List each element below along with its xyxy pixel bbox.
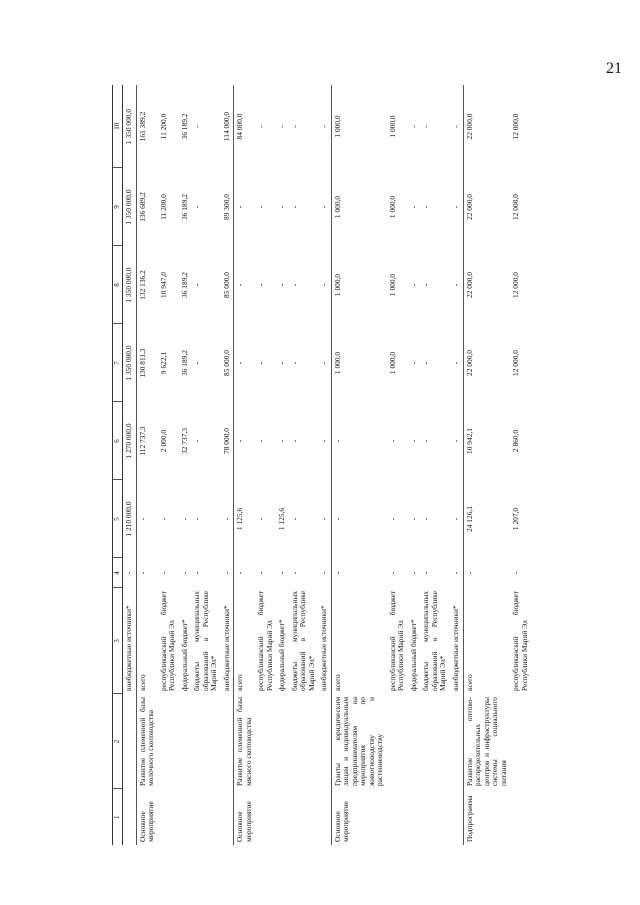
value-cell: 12 000,0 — [511, 113, 521, 140]
page-number: 21 — [606, 60, 622, 77]
value-cell: - — [421, 205, 431, 209]
budget-table — [112, 85, 531, 845]
funding-source-cell: всего — [331, 588, 387, 694]
measure-type-cell — [420, 789, 450, 845]
value-cell: 22 000,0 — [463, 85, 510, 168]
value-cell: - — [408, 125, 418, 128]
value-cell: - — [179, 517, 189, 521]
value-cell: - — [158, 571, 168, 575]
measure-type-cell — [179, 789, 192, 845]
value-cell: - — [421, 125, 431, 128]
measure-type-cell: Основное мероприятие — [136, 789, 158, 845]
value-cell: - — [331, 402, 387, 480]
value-cell: 161 389,2 — [136, 85, 158, 168]
measure-type-cell — [255, 789, 276, 845]
table-row — [331, 85, 387, 845]
value-cell: 132 136,2 — [136, 246, 158, 324]
table-body — [123, 85, 532, 845]
value-cell: - — [289, 125, 299, 128]
measure-name-cell — [158, 694, 179, 789]
value-cell: - — [450, 517, 460, 521]
funding-source-cell: внебюджетные источники* — [221, 605, 231, 691]
value-cell: - — [256, 125, 266, 128]
value-cell: - — [421, 517, 431, 521]
value-cell: 1 350 000,0 — [124, 267, 133, 303]
value-cell: 1 000,0 — [387, 195, 397, 219]
measure-name-cell — [191, 694, 221, 789]
value-cell: - — [124, 571, 133, 575]
measure-name-cell — [450, 694, 463, 789]
measure-type-cell: Основное мероприятие — [331, 789, 387, 845]
value-cell: - — [192, 361, 202, 365]
measure-name-cell: Развитие племенной базы мясного скотоводства — [234, 694, 256, 789]
value-cell: 36 189,2 — [179, 194, 189, 220]
funding-source-cell: бюджеты муниципальных образований в Республике Марий Эл* — [421, 591, 448, 691]
table-row — [158, 85, 179, 845]
value-cell: - — [277, 283, 287, 287]
value-cell: 1 125,6 — [234, 480, 256, 558]
column-number-row — [113, 85, 123, 845]
value-cell: - — [289, 361, 299, 365]
value-cell: - — [319, 517, 329, 521]
value-cell: - — [289, 571, 299, 575]
value-cell: - — [256, 205, 266, 209]
value-cell: - — [256, 361, 266, 365]
value-cell: - — [387, 439, 397, 443]
measure-name-cell — [276, 694, 289, 789]
table-row — [136, 85, 158, 845]
value-cell: 1 000,0 — [331, 85, 387, 168]
value-cell: - — [277, 571, 287, 575]
funding-source-cell: республиканский бюджет Республики Марий Эл — [158, 591, 177, 691]
value-cell: 136 689,2 — [136, 168, 158, 246]
measure-name-cell — [179, 694, 192, 789]
value-cell: - — [450, 283, 460, 287]
value-cell: 9 622,1 — [158, 351, 168, 375]
value-cell: 22 000,0 — [463, 246, 510, 324]
value-cell: - — [136, 480, 158, 558]
value-cell: - — [408, 283, 418, 287]
value-cell: 12 000,0 — [511, 272, 521, 298]
col-header: 4 — [113, 558, 123, 588]
value-cell: 11 200,0 — [158, 194, 168, 220]
funding-source-cell: республиканский бюджет Республики Марий Эл — [387, 591, 406, 691]
value-cell: - — [421, 439, 431, 443]
value-cell: - — [289, 205, 299, 209]
value-cell: - — [450, 361, 460, 365]
value-cell: 1 000,0 — [331, 246, 387, 324]
value-cell: - — [331, 558, 387, 588]
measure-type-cell — [191, 789, 221, 845]
value-cell: - — [408, 205, 418, 209]
value-cell: 114 000,0 — [221, 111, 231, 142]
value-cell: - — [408, 571, 418, 575]
value-cell: 1 000,0 — [331, 324, 387, 402]
table-row — [450, 85, 463, 845]
value-cell: - — [234, 558, 256, 588]
funding-source-cell: бюджеты муниципальных образований в Республике Марий Эл* — [192, 591, 219, 691]
value-cell: 24 126,1 — [463, 480, 510, 558]
value-cell: - — [319, 125, 329, 128]
value-cell: - — [221, 517, 231, 521]
table-row — [234, 85, 256, 845]
value-cell: - — [192, 517, 202, 521]
measure-name-cell — [387, 694, 408, 789]
value-cell: - — [221, 571, 231, 575]
measure-name-cell — [123, 694, 137, 789]
col-header: 10 — [113, 85, 123, 168]
value-cell: 1 125,6 — [277, 507, 287, 531]
funding-source-cell: федеральный бюджет* — [179, 619, 189, 691]
measure-name-cell: Гранты юридическим лицам и индивидуальным предпринимателям на мероприятия по животноводству и растениеводству — [331, 694, 387, 789]
value-cell: - — [192, 283, 202, 287]
measure-name-cell — [318, 694, 331, 789]
value-cell: 1 350 000,0 — [124, 345, 133, 381]
value-cell: 32 737,3 — [179, 428, 189, 454]
value-cell: - — [450, 125, 460, 128]
table-row — [276, 85, 289, 845]
value-cell: 130 811,3 — [136, 324, 158, 402]
value-cell: 2 860,0 — [511, 429, 521, 453]
value-cell: 84 000,0 — [234, 85, 256, 168]
measure-type-cell: Подпрограмма — [463, 789, 510, 845]
value-cell: 85 000,0 — [221, 350, 231, 376]
value-cell: 1 270 000,0 — [124, 423, 133, 459]
value-cell: 12 000,0 — [511, 350, 521, 376]
measure-name-cell — [420, 694, 450, 789]
col-header: 1 — [113, 789, 123, 845]
value-cell: - — [421, 571, 431, 575]
measure-name-cell — [289, 694, 319, 789]
table-row — [420, 85, 450, 845]
value-cell: - — [289, 283, 299, 287]
value-cell: 112 737,3 — [136, 402, 158, 480]
measure-type-cell — [276, 789, 289, 845]
measure-name-cell — [408, 694, 421, 789]
value-cell: 1 350 000,0 — [124, 189, 133, 225]
value-cell: 2 000,0 — [158, 429, 168, 453]
value-cell: - — [463, 558, 510, 588]
value-cell: - — [277, 439, 287, 443]
table-row — [191, 85, 221, 845]
value-cell: 1 210 000,0 — [124, 501, 133, 537]
value-cell: - — [179, 571, 189, 575]
value-cell: - — [234, 246, 256, 324]
table-row — [289, 85, 319, 845]
value-cell: 12 000,0 — [511, 194, 521, 220]
measure-type-cell — [221, 789, 234, 845]
value-cell: - — [319, 205, 329, 209]
value-cell: 11 200,0 — [158, 113, 168, 140]
value-cell: 22 000,0 — [463, 168, 510, 246]
measure-type-cell — [318, 789, 331, 845]
value-cell: - — [450, 439, 460, 443]
value-cell: - — [408, 361, 418, 365]
measure-type-cell: Основное мероприятие — [234, 789, 256, 845]
value-cell: - — [277, 205, 287, 209]
value-cell: - — [256, 439, 266, 443]
funding-source-cell: всего — [136, 588, 158, 694]
table-row — [387, 85, 408, 845]
value-cell: 22 000,0 — [463, 324, 510, 402]
funding-source-cell: внебюджетные источники* — [124, 605, 133, 691]
measure-type-cell — [123, 789, 137, 845]
value-cell: - — [158, 517, 168, 521]
measure-name-cell — [255, 694, 276, 789]
value-cell: 10 947,0 — [158, 272, 168, 298]
value-cell: - — [289, 517, 299, 521]
col-header: 3 — [113, 588, 123, 694]
value-cell: - — [387, 571, 397, 575]
measure-name-cell — [510, 694, 531, 789]
value-cell: - — [511, 571, 521, 575]
value-cell: 10 942,1 — [463, 402, 510, 480]
value-cell: 1 000,0 — [387, 115, 397, 138]
value-cell: - — [289, 439, 299, 443]
col-header: 8 — [113, 246, 123, 324]
value-cell: - — [408, 517, 418, 521]
value-cell: 36 189,2 — [179, 113, 189, 140]
rotated-table-container — [112, 85, 632, 845]
measure-type-cell — [408, 789, 421, 845]
funding-source-cell: бюджеты муниципальных образований в Республике Марий Эл* — [289, 591, 316, 691]
value-cell: 85 000,0 — [221, 272, 231, 298]
value-cell: - — [319, 283, 329, 287]
table-row — [408, 85, 421, 845]
value-cell: - — [319, 439, 329, 443]
value-cell: 1 000,0 — [387, 273, 397, 297]
funding-source-cell: всего — [234, 588, 256, 694]
value-cell: - — [408, 439, 418, 443]
measure-name-cell: Развитие племенной базы молочного скотоводства — [136, 694, 158, 789]
funding-source-cell: республиканский бюджет Республики Марий Эл — [256, 591, 274, 691]
funding-source-cell: федеральный бюджет* — [277, 619, 287, 691]
funding-source-cell: республиканский бюджет Республики Марий Эл — [511, 591, 529, 691]
measure-type-cell — [510, 789, 531, 845]
measure-type-cell — [289, 789, 319, 845]
value-cell: - — [331, 480, 387, 558]
value-cell: - — [319, 361, 329, 365]
table-row — [463, 85, 510, 845]
value-cell: - — [319, 571, 329, 575]
value-cell: - — [450, 205, 460, 209]
value-cell: 1 000,0 — [387, 351, 397, 375]
measure-name-cell: Развитие оптово-распределительных центров и инфраструктуры системы социального питания — [463, 694, 510, 789]
measure-type-cell — [158, 789, 179, 845]
value-cell: - — [256, 517, 266, 521]
value-cell: - — [192, 571, 202, 575]
value-cell: 1 000,0 — [331, 168, 387, 246]
value-cell: - — [192, 205, 202, 209]
col-header: 2 — [113, 694, 123, 789]
table-row — [179, 85, 192, 845]
table-row — [221, 85, 234, 845]
col-header: 9 — [113, 168, 123, 246]
table-row — [510, 85, 531, 845]
value-cell: - — [421, 283, 431, 287]
value-cell: 1 350 000,0 — [124, 108, 133, 145]
value-cell: - — [256, 283, 266, 287]
measure-name-cell — [221, 694, 234, 789]
col-header: 6 — [113, 402, 123, 480]
funding-source-cell: федеральный бюджет* — [408, 619, 418, 691]
value-cell: - — [136, 558, 158, 588]
measure-type-cell — [387, 789, 408, 845]
value-cell: - — [192, 439, 202, 443]
col-header: 5 — [113, 480, 123, 558]
value-cell: - — [277, 125, 287, 128]
value-cell: - — [421, 361, 431, 365]
funding-source-cell: внебюджетные источники* — [450, 605, 460, 691]
value-cell: - — [234, 402, 256, 480]
value-cell: - — [450, 571, 460, 575]
value-cell: 89 300,0 — [221, 194, 231, 220]
value-cell: 1 207,0 — [511, 507, 521, 531]
table-row — [318, 85, 331, 845]
value-cell: - — [256, 571, 266, 575]
value-cell: - — [277, 361, 287, 365]
table-row — [255, 85, 276, 845]
measure-type-cell — [450, 789, 463, 845]
value-cell: - — [234, 324, 256, 402]
funding-source-cell: всего — [463, 588, 510, 694]
value-cell: 36 189,2 — [179, 350, 189, 376]
table-row — [123, 85, 137, 845]
value-cell: - — [192, 125, 202, 128]
value-cell: 78 000,0 — [221, 428, 231, 454]
col-header: 7 — [113, 324, 123, 402]
value-cell: - — [234, 168, 256, 246]
value-cell: 36 189,2 — [179, 272, 189, 298]
value-cell: - — [387, 517, 397, 521]
funding-source-cell: внебюджетные источники* — [319, 605, 329, 691]
